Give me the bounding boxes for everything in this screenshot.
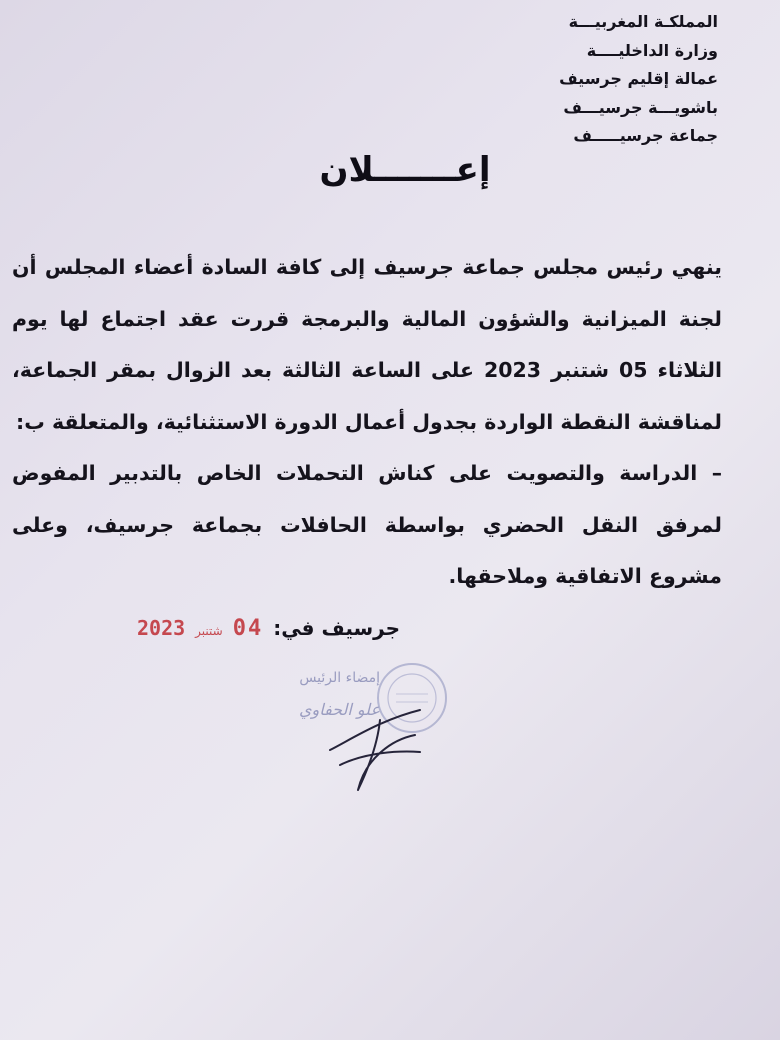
letterhead <box>559 8 718 151</box>
letterhead-pashalik: باشويـــة جرسيـــف <box>563 97 718 117</box>
letterhead-commune: جماعة جرسيـــــف <box>573 126 718 145</box>
handwritten-signature-icon <box>320 680 430 800</box>
signature-label: إمضاء الرئيس <box>299 670 380 686</box>
date-label: جرسيف في: <box>273 616 400 640</box>
letterhead-ministry: وزارة الداخليــــة <box>586 40 718 60</box>
date-stamp <box>137 616 263 641</box>
date-stamp-year: 2023 <box>136 616 186 640</box>
signature-block <box>210 660 450 800</box>
letterhead-kingdom: المملكـة المغربيـــة <box>568 12 718 31</box>
date-stamp-month: شتنبر <box>195 624 223 638</box>
body-paragraph-agenda-item: – الدراسة والتصويت على كناش التحملات الخاص بالتدبير المفوض لمرفق النقل الحضري بواسطة الحافلات بجماعة جرسيف، وعلى مشروع الاتفاقية وملاحقها. <box>12 461 722 588</box>
date-line <box>100 616 400 641</box>
date-stamp-day: 04 <box>232 616 264 641</box>
body-paragraph-main: ينهي رئيس مجلس جماعة جرسيف إلى كافة السادة أعضاء المجلس أن لجنة الميزانية والشؤون المالية والبرمجة قررت عقد اجتماع لها يوم الثلاثاء 05 شتنبر 2023 على الساعة الثالثة بعد الزوال بمقر الجماعة، لمناقشة النقطة الواردة بجدول أعمال الدورة الاستثنائية، والمتعلقة ب: <box>12 255 722 434</box>
signatory-name: علو الحفاوي <box>298 700 380 719</box>
announcement-body <box>12 242 722 603</box>
announcement-title: إعـــــــلان <box>319 150 491 190</box>
letterhead-province: عمالة إقليم جرسيف <box>559 69 718 88</box>
